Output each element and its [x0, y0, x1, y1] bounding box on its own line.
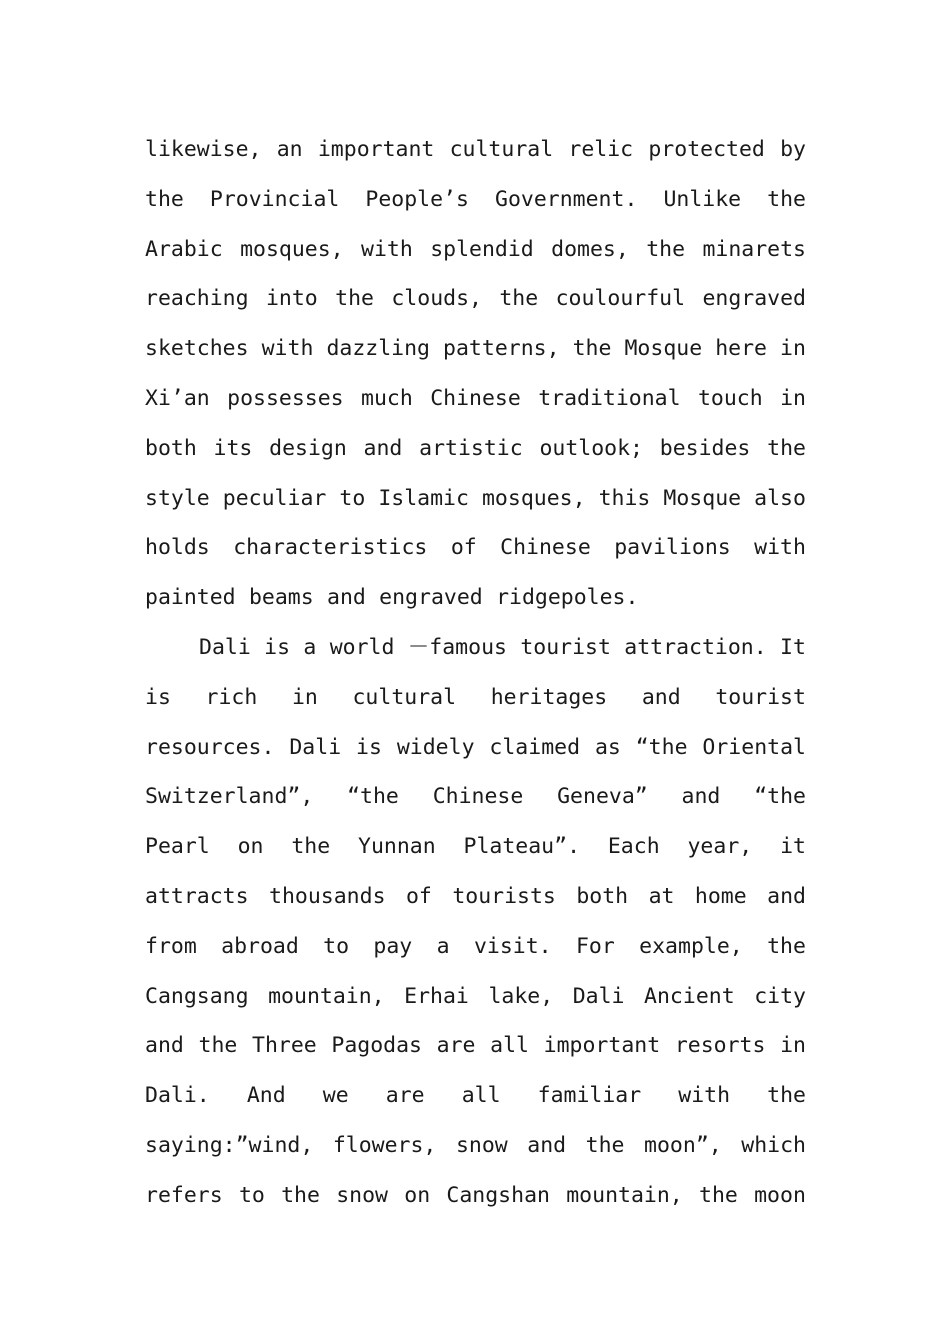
- word: People’s: [365, 186, 469, 212]
- word: mosques,: [240, 236, 344, 262]
- text-line: [145, 822, 806, 872]
- text-line: [145, 772, 806, 822]
- word: to: [339, 485, 366, 511]
- word: are: [436, 1033, 476, 1059]
- word: For: [575, 933, 615, 959]
- word: “the: [754, 784, 806, 810]
- word: splendid: [430, 236, 534, 262]
- word: Dali.: [145, 1083, 210, 1109]
- word: moon: [754, 1182, 806, 1208]
- word: reaching: [145, 286, 249, 312]
- text-line: [145, 673, 806, 723]
- word: Pagodas: [331, 1033, 422, 1059]
- word: important: [317, 137, 435, 162]
- word: with: [361, 236, 413, 262]
- word: －famous: [407, 634, 507, 660]
- word: is: [356, 734, 382, 760]
- word: the: [335, 286, 374, 312]
- word: resources.: [145, 734, 275, 760]
- word: which: [741, 1132, 806, 1158]
- word: engraved: [379, 585, 483, 611]
- word: and: [681, 784, 721, 810]
- word: all: [461, 1083, 501, 1109]
- word: heritages: [490, 684, 608, 710]
- word: besides: [659, 435, 751, 461]
- word: tourist: [715, 684, 806, 710]
- word: both: [145, 435, 197, 461]
- text-line: [145, 1121, 806, 1171]
- word: and: [767, 883, 806, 909]
- word: thousands: [269, 883, 386, 909]
- word: the: [699, 1182, 738, 1208]
- word: mountain,: [566, 1182, 683, 1208]
- word: from: [145, 933, 197, 959]
- word: clouds,: [391, 286, 482, 312]
- word: with: [678, 1083, 731, 1109]
- word: Chinese: [432, 784, 524, 810]
- word: Dali: [572, 983, 625, 1009]
- word: the: [145, 186, 184, 212]
- word: attracts: [145, 883, 249, 909]
- word: refers: [145, 1182, 223, 1208]
- word: Government.: [495, 186, 638, 212]
- word: Chinese: [430, 385, 521, 411]
- word: its: [213, 435, 253, 461]
- text-line: [145, 324, 806, 374]
- text-line: [145, 1021, 806, 1071]
- word: all: [490, 1033, 529, 1059]
- word: to: [323, 933, 350, 959]
- word: the: [198, 1033, 238, 1059]
- text-line: [145, 225, 806, 275]
- word: the: [767, 186, 806, 212]
- text-line: [145, 922, 806, 972]
- word: Unlike: [663, 186, 742, 212]
- text-line: [145, 274, 806, 324]
- word: holds: [145, 535, 210, 561]
- word: a: [303, 634, 317, 660]
- word: Three: [252, 1033, 317, 1059]
- word: Islamic: [378, 485, 469, 511]
- word: outlook;: [539, 435, 644, 461]
- word: and: [327, 585, 366, 611]
- word: home: [694, 883, 747, 909]
- word: “the: [635, 734, 688, 760]
- word: is: [145, 684, 171, 710]
- word: style: [145, 485, 210, 511]
- word: moon”,: [644, 1132, 722, 1158]
- word: in: [780, 385, 806, 411]
- text-line: [145, 723, 806, 773]
- text-line: [145, 424, 806, 474]
- word: it: [780, 834, 806, 860]
- word: tourists: [452, 883, 556, 909]
- word: year,: [687, 834, 753, 860]
- word: and: [527, 1132, 567, 1158]
- word: visit.: [473, 933, 552, 959]
- word: Mosque: [624, 336, 703, 362]
- text-line: [145, 374, 806, 424]
- word: attraction.: [624, 634, 767, 660]
- word: is: [264, 634, 291, 660]
- word: the: [499, 286, 539, 312]
- word: characteristics: [233, 535, 428, 561]
- word: snow: [455, 1132, 508, 1158]
- text-line: [145, 972, 806, 1022]
- word: abroad: [221, 933, 299, 959]
- word: Each: [607, 834, 660, 860]
- word: traditional: [538, 385, 681, 411]
- word: Chinese: [500, 535, 591, 561]
- word: by: [780, 137, 806, 162]
- word: possesses: [227, 385, 344, 411]
- text-line: [145, 175, 806, 225]
- word: Xi’an: [145, 385, 210, 411]
- word: of: [450, 535, 477, 561]
- word: And: [246, 1083, 286, 1109]
- word: pay: [373, 933, 413, 959]
- word: Dali: [289, 734, 342, 760]
- word: Yunnan: [358, 834, 436, 860]
- word: into: [265, 286, 318, 312]
- word: peculiar: [222, 485, 327, 511]
- word: dazzling: [326, 336, 430, 362]
- document-body: [145, 125, 806, 1221]
- word: domes,: [551, 236, 629, 262]
- word: to: [238, 1182, 265, 1208]
- word: cultural: [449, 137, 554, 162]
- word: Cangshan: [446, 1182, 550, 1208]
- word: mountain,: [268, 983, 385, 1009]
- word: mosques,: [481, 485, 586, 511]
- word: the: [646, 236, 686, 262]
- word: beams: [248, 585, 314, 611]
- word: with: [261, 336, 314, 362]
- word: and: [145, 1033, 184, 1059]
- word: Provincial: [209, 186, 340, 212]
- word: the: [291, 834, 331, 860]
- word: the: [281, 1182, 320, 1208]
- word: city: [754, 983, 806, 1009]
- word: familiar: [537, 1083, 642, 1109]
- word: and: [363, 435, 403, 461]
- word: Cangsang: [145, 983, 249, 1009]
- word: Switzerland”,: [145, 784, 314, 810]
- word: sketches: [145, 336, 249, 362]
- word: with: [754, 535, 806, 561]
- word: protected: [648, 137, 765, 162]
- word: both: [576, 883, 629, 909]
- word: patterns,: [443, 336, 560, 362]
- word: widely: [396, 734, 475, 760]
- word: example,: [639, 933, 743, 959]
- word: are: [385, 1083, 425, 1109]
- text-line: [145, 523, 806, 573]
- word: claimed: [489, 734, 581, 760]
- word: cultural: [352, 684, 457, 710]
- word: the: [585, 1132, 625, 1158]
- word: of: [405, 883, 432, 909]
- word: likewise,: [145, 137, 262, 162]
- text-line: [145, 1071, 806, 1121]
- word: we: [322, 1083, 349, 1109]
- word: Erhai: [404, 983, 469, 1009]
- word: here: [715, 336, 767, 362]
- word: a: [436, 933, 450, 959]
- word: design: [269, 435, 347, 461]
- word: Arabic: [145, 236, 223, 262]
- word: world: [329, 634, 395, 660]
- word: resorts: [674, 1033, 766, 1059]
- word: coulourful: [555, 286, 686, 312]
- word: on: [237, 834, 264, 860]
- word: at: [648, 883, 675, 909]
- word: Pearl: [145, 834, 210, 860]
- word: also: [754, 485, 806, 511]
- word: an: [276, 137, 303, 162]
- word: saying:”wind,: [145, 1132, 314, 1158]
- word: relic: [568, 137, 634, 162]
- word: the: [767, 435, 806, 461]
- word: ridgepoles.: [496, 585, 639, 611]
- word: lake,: [488, 983, 554, 1009]
- paragraph-mosque: [145, 125, 806, 623]
- word: pavilions: [614, 535, 731, 561]
- word: important: [543, 1033, 661, 1059]
- word: Dali: [199, 634, 251, 660]
- word: engraved: [702, 286, 806, 312]
- text-line: [145, 623, 806, 673]
- word: Plateau”.: [463, 834, 581, 860]
- word: on: [404, 1182, 431, 1208]
- text-line: [145, 125, 806, 175]
- paragraph-dali: [145, 623, 806, 1221]
- word: rich: [205, 684, 258, 710]
- word: much: [361, 385, 413, 411]
- word: Oriental: [702, 734, 806, 760]
- word: snow: [336, 1182, 388, 1208]
- word: Geneva”: [557, 784, 648, 810]
- word: in: [780, 1033, 806, 1059]
- word: minarets: [702, 236, 806, 262]
- word: the: [572, 336, 612, 362]
- word: Mosque: [663, 485, 742, 511]
- word: and: [641, 684, 681, 710]
- text-line: [145, 872, 806, 922]
- word: as: [594, 734, 621, 760]
- word: It: [780, 634, 806, 660]
- word: artistic: [419, 435, 523, 461]
- word: tourist: [520, 634, 611, 660]
- word: in: [291, 684, 318, 710]
- text-line: [145, 573, 806, 623]
- word: touch: [697, 385, 763, 411]
- word: Ancient: [644, 983, 735, 1009]
- text-line: [145, 474, 806, 524]
- word: this: [598, 485, 651, 511]
- text-line: [145, 1171, 806, 1221]
- word: flowers,: [332, 1132, 437, 1158]
- word: in: [780, 336, 806, 362]
- word: the: [767, 933, 806, 959]
- word: painted: [145, 585, 236, 611]
- word: “the: [347, 784, 399, 810]
- word: the: [767, 1083, 806, 1109]
